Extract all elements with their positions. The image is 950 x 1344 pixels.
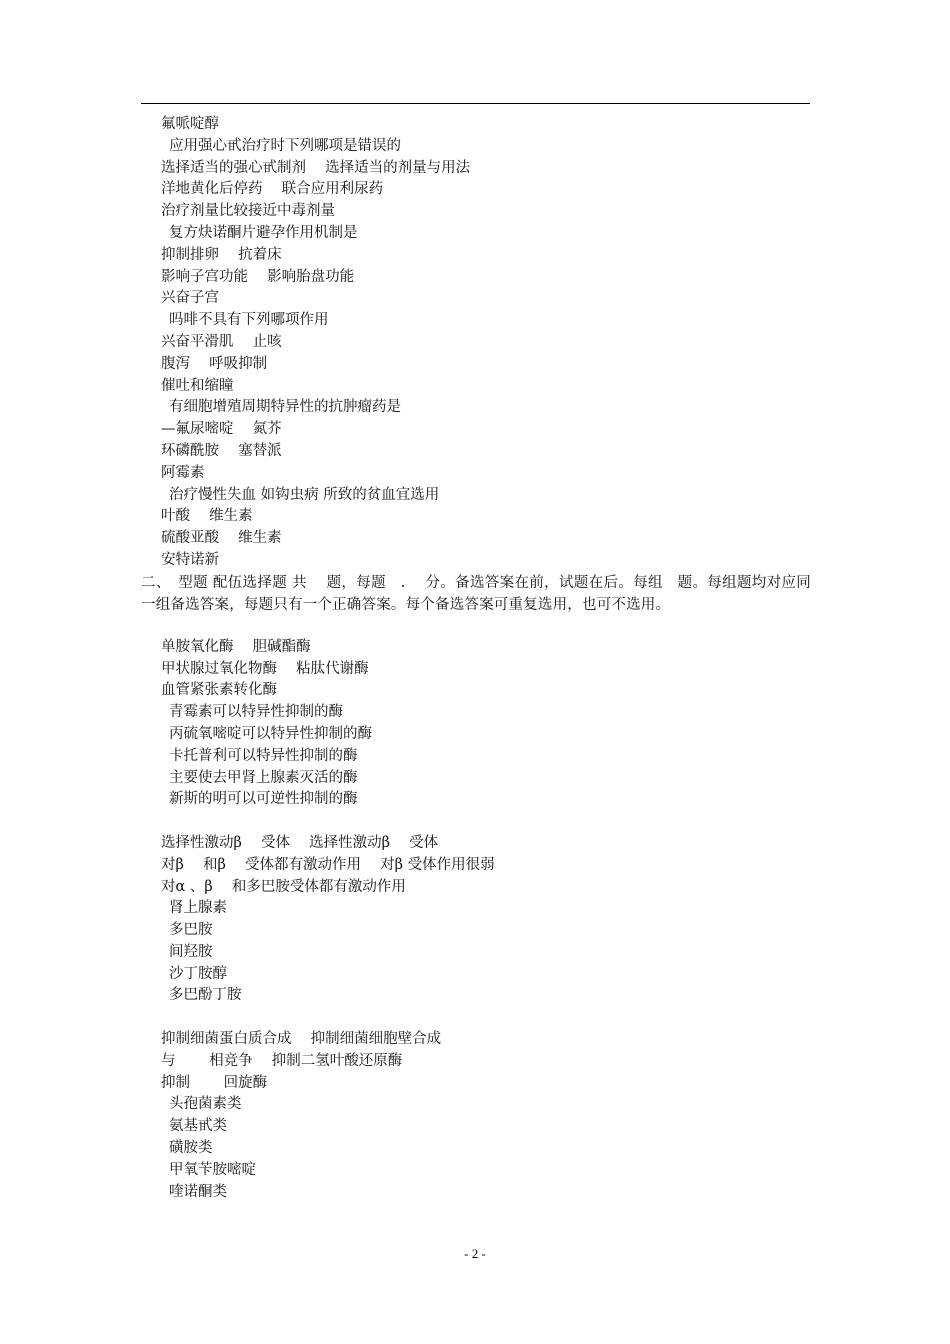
- answer-option-line: 阿霉素: [161, 464, 205, 481]
- document-body: [141, 114, 811, 1203]
- answer-option-line: 治疗剂量比较接近中毒剂量: [161, 203, 335, 220]
- answer-option-line: 洋地黄化后停药 联合应用利尿药: [161, 181, 384, 198]
- question-group-enzymes: [141, 637, 811, 811]
- page-number: - 2 -: [464, 1246, 486, 1261]
- question-stem: 主要使去甲肾上腺素灭活的酶: [169, 769, 358, 786]
- answer-option-line: —氟尿嘧啶 氮芥: [161, 421, 282, 438]
- answer-option-line: 硫酸亚酸 维生素: [161, 530, 282, 547]
- blank-line: [141, 1007, 811, 1029]
- answer-option-line: 对α 、β 和多巴胺受体都有激动作用: [161, 878, 406, 895]
- question-stem: 氨基甙类: [169, 1118, 227, 1135]
- question-stem: 吗啡不具有下列哪项作用: [169, 312, 329, 329]
- question-stem: 间羟胺: [169, 943, 213, 960]
- question-stem: 多巴酚丁胺: [169, 987, 242, 1004]
- question-stem: 卡托普利可以特异性抑制的酶: [169, 747, 358, 764]
- question-stem: 肾上腺素: [169, 900, 227, 917]
- answer-option-line: 叶酸 维生素: [161, 508, 253, 525]
- question-stem: 应用强心甙治疗时下列哪项是错误的: [169, 137, 401, 154]
- header-rule: [141, 103, 810, 104]
- question-stem: 沙丁胺醇: [169, 965, 227, 982]
- answer-option-line: 对β 和β 受体都有激动作用 对β 受体作用很弱: [161, 856, 495, 873]
- question-stem: 磺胺类: [169, 1140, 213, 1157]
- blank-line: [141, 811, 811, 833]
- question-stem: 多巴胺: [169, 922, 213, 939]
- answer-option-line: 抑制排卵 抗着床: [161, 246, 282, 263]
- question-stem: 丙硫氧嘧啶可以特异性抑制的酶: [169, 725, 372, 742]
- answer-option-line: 甲状腺过氧化物酶 粘肽代谢酶: [161, 660, 369, 677]
- answer-option-line: 抑制 回旋酶: [161, 1074, 268, 1091]
- answer-option-line: 选择性激动β 受体 选择性激动β 受体: [161, 834, 439, 851]
- blank-line: [141, 616, 811, 637]
- answer-option-line: 安特诺新: [161, 551, 219, 568]
- answer-option-line: 单胺氧化酶 胆碱酯酶: [161, 638, 311, 655]
- question-stem: 头孢菌素类: [169, 1096, 242, 1113]
- question-group-receptors: [141, 833, 811, 1007]
- answer-option-line: 影响子宫功能 影响胎盘功能: [161, 268, 355, 285]
- question-stem: 复方炔诺酮片避孕作用机制是: [169, 224, 358, 241]
- question-stem: 新斯的明可以可逆性抑制的酶: [169, 791, 358, 808]
- answer-option-line: 选择适当的强心甙制剂 选择适当的剂量与用法: [161, 159, 471, 176]
- answer-option-line: 兴奋子宫: [161, 290, 219, 307]
- answer-option-line: 氟哌啶醇: [161, 116, 219, 132]
- answer-option-line: 腹泻 呼吸抑制: [161, 355, 268, 372]
- answer-option-line: 兴奋平滑肌 止咳: [161, 333, 282, 350]
- question-stem: 甲氧苄胺嘧啶: [169, 1161, 256, 1178]
- answer-option-line: 与 相竞争 抑制二氢叶酸还原酶: [161, 1052, 403, 1069]
- question-group-antibacterials: [141, 1029, 811, 1203]
- question-stem: 治疗慢性失血 如钩虫病 所致的贫血宜选用: [169, 486, 440, 503]
- section-single-choice: [141, 114, 811, 572]
- answer-option-line: 环磷酰胺 塞替派: [161, 442, 282, 459]
- answer-option-line: 血管紧张素转化酶: [161, 682, 277, 699]
- question-stem: 喹诺酮类: [169, 1183, 227, 1200]
- answer-option-line: 抑制细菌蛋白质合成 抑制细菌细胞壁合成: [161, 1031, 442, 1048]
- answer-option-line: 催吐和缩瞳: [161, 377, 234, 394]
- question-stem: 有细胞增殖周期特异性的抗肿瘤药是: [169, 399, 401, 416]
- question-stem: 青霉素可以特异性抑制的酶: [169, 704, 343, 721]
- section-2-header: 二、 型题 配伍选择题 共 题，每题 . 分。备选答案在前，试题在后。每组 题。每组题均对应同一组备选答案，每题只有一个正确答案。每个备选答案可重复选用，也可不选用。: [141, 574, 811, 613]
